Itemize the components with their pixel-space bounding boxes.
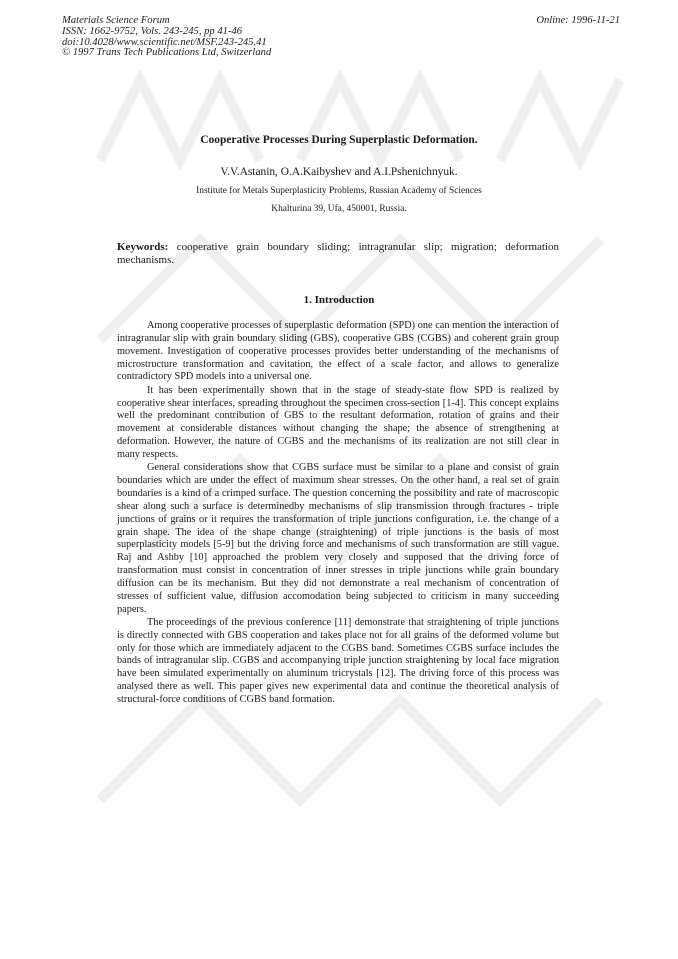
paper-title: Cooperative Processes During Superplastic Deformation. xyxy=(200,134,478,146)
section-heading-introduction: 1. Introduction xyxy=(303,294,375,306)
keywords-block xyxy=(117,241,559,268)
introduction-body xyxy=(117,320,559,707)
affiliation-address: Khalturina 39, Ufa, 450001, Russia. xyxy=(271,204,407,214)
keywords-text: cooperative grain boundary sliding; intragranular slip; migration; deformation mechanisms. xyxy=(117,241,559,267)
doi-line[interactable]: doi:10.4028/www.scientific.net/MSF.243-245.41 xyxy=(62,36,267,48)
journal-name: Materials Science Forum xyxy=(62,15,170,26)
online-date: Online: 1996-11-21 xyxy=(536,15,620,26)
issn-line: ISSN: 1662-9752, Vols. 243-245, pp 41-46 xyxy=(62,25,243,37)
paragraph-4: The proceedings of the previous conference [11] demonstrate that straightening of triple junctions is directly connected with GBS cooperation and takes place not for all grains of the deformed volume but only for those which are immediately adjacent to the CGBS band. Sometimes CGBS surface includes the bands of intragranular slip. CGBS and accompanying triple junction straightening by local face migration have been simulated experimentally on aluminum tricrystals [12]. The driving force of this process was analysed there as well. This paper gives new experimental data and continue the theoretical analysis of structural-force conditions of CGBS band formation. xyxy=(117,616,559,705)
paragraph-3: General considerations show that CGBS surface must be similar to a plane and consist of grain boundaries which are under the effect of maximum shear stresses. On the other hand, a real set of grain boundaries is a kind of a crimped surface. The question concerning the possibility and rate of macroscopic shear along such a surface is determinedby mechanisms of slip transmission through fractures - triple junctions of grains or it requires the transformation of triple junctions configuration, i.e. the change of a grain shape. The idea of the shape change (straightening) of triple junctions is the basis of most superplasticity models [5-9] but the driving force and mechanisms of such transformation are still vague. Raj and Ashby [10] approached the problem very closely and supposed that the driving force of transformation must consist in concentration of inner stresses in triple junctions while grain boundary diffusion can be its mechanism. But they did not demonstrate a real mechanism of concentration of stresses of sufficient value, diffusion accomodation being subjected to criticism in many succeeding papers. xyxy=(117,462,559,615)
copyright-line: © 1997 Trans Tech Publications Ltd, Switzerland xyxy=(62,47,272,59)
paragraph-2: It has been experimentally shown that in the stage of steady-state flow SPD is realized by cooperative shear interfaces, spreading throughout the specimen cross-section [1-4]. This concept explains well the predominant contribution of GBS to the resultant deformation, rotation of grains and their movement at considerable distances without changing the shape; the absence of strengthening at deformation. However, the nature of CGBS and the mechanisms of its realization are not still clear in many respects. xyxy=(117,384,559,460)
paragraph-1: Among cooperative processes of superplastic deformation (SPD) one can mention the interaction of intragranular slip with grain boundary sliding (GBS), cooperative GBS (CGBS) and coherent grain group movement. Investigation of cooperative processes provides better understanding of the mechanisms of microstructure transformation and cavitation, the effect of a scale factor, and allows to generalize contradictory SPD models into a universal one. xyxy=(117,320,559,383)
journal-header xyxy=(62,16,271,59)
keywords-label: Keywords: xyxy=(117,241,169,253)
affiliation-institute: Institute for Metals Superplasticity Problems, Russian Academy of Sciences xyxy=(196,186,482,196)
author-list: V.V.Astanin, O.A.Kaibyshev and A.I.Pshenichnyuk. xyxy=(220,166,458,178)
